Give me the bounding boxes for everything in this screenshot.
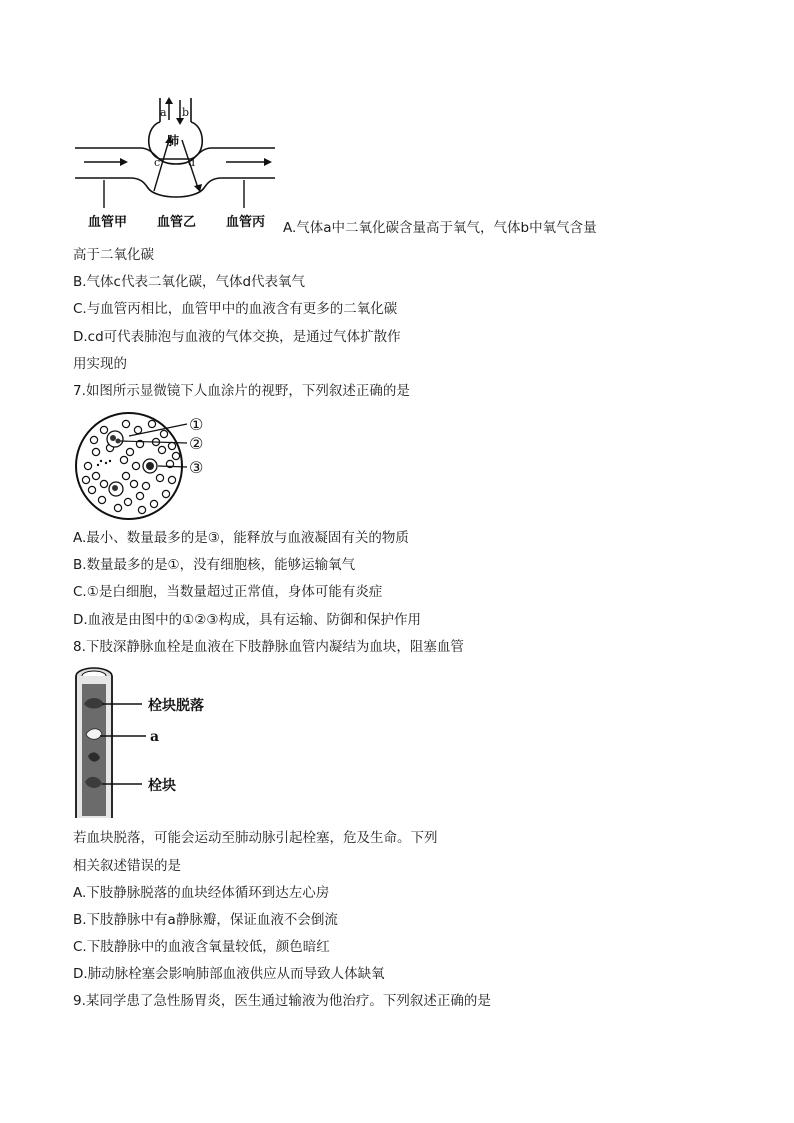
q9-stem: 9.某同学患了急性肠胃炎，医生通过输液为他治疗。下列叙述正确的是 [73,993,491,1009]
red-blood-cell [158,446,165,453]
q6-option-b: B.气体c代表二氧化碳，气体d代表氧气 [73,274,306,290]
red-blood-cell [162,490,169,497]
gas-b-label: b [182,106,190,119]
red-blood-cell [82,476,89,483]
red-blood-cell [160,430,167,437]
q7-option-c: C.①是白细胞，当数量超过正常值，身体可能有炎症 [73,584,383,600]
vessel-jia-label: 血管甲 [88,215,128,230]
q6-option-a-line2: 高于二氧化碳 [73,247,154,263]
q6-option-c: C.与血管丙相比，血管甲中的血液含有更多的二氧化碳 [73,301,398,317]
thrombus-label: 栓块 [148,778,176,794]
red-blood-cell [142,482,149,489]
q8-stem: 8.下肢深静脉血栓是血液在下肢静脉血管内凝结为血块，阻塞血管 [73,639,464,655]
vein-thrombus-figure [74,664,224,822]
q8-option-c: C.下肢静脉中的血液含氧量较低，颜色暗红 [73,939,330,955]
gas-d-label: d [188,156,196,169]
thrombus-dislodged-label: 栓块脱落 [148,698,204,714]
red-blood-cell [92,472,99,479]
q8-option-d: D.肺动脉栓塞会影响肺部血液供应从而导致人体缺氧 [73,966,385,982]
label-1: ① [189,415,204,434]
red-blood-cell [100,480,107,487]
red-blood-cell [138,506,145,513]
red-blood-cell [120,456,127,463]
vessel-yi-label: 血管乙 [157,215,197,230]
q7-option-b: B.数量最多的是①，没有细胞核，能够运输氧气 [73,557,356,573]
red-blood-cell [98,496,105,503]
q7-option-d: D.血液是由图中的①②③构成，具有运输、防御和保护作用 [73,612,421,628]
red-blood-cell [168,476,175,483]
red-blood-cell [132,462,139,469]
red-blood-cell [130,480,137,487]
red-blood-cell [168,442,175,449]
red-blood-cell [124,498,131,505]
label-3: ③ [189,458,204,477]
q8-option-a: A.下肢静脉脱落的血块经体循环到达左心房 [73,885,330,901]
lung-vessel-figure [70,96,280,236]
red-blood-cell [156,474,163,481]
valve-a-label: a [150,729,160,745]
vessel-bing-label: 血管丙 [226,215,266,230]
red-blood-cell [126,448,133,455]
red-blood-cell [122,472,129,479]
gas-a-label: a [160,106,167,119]
red-blood-cell [148,420,155,427]
q7-option-a: A.最小、数量最多的是③，能释放与血液凝固有关的物质 [73,530,409,546]
red-blood-cell [100,426,107,433]
q6-option-d-line2: 用实现的 [73,356,127,372]
red-blood-cell [134,426,141,433]
q8-stem-cont-1: 若血块脱落，可能会运动至肺动脉引起栓塞，危及生命。下列 [73,830,438,846]
gas-c-label: c [154,156,161,169]
red-blood-cell [88,486,95,493]
red-blood-cell [136,492,143,499]
red-blood-cell [122,420,129,427]
q7-stem: 7.如图所示显微镜下人血涂片的视野，下列叙述正确的是 [73,383,410,399]
red-blood-cell [90,436,97,443]
red-blood-cell [114,504,121,511]
lung-label: 肺 [167,134,180,148]
q8-stem-cont-2: 相关叙述错误的是 [73,858,181,874]
q6-option-a-line1: A.气体a中二氧化碳含量高于氧气，气体b中氧气含量 [283,220,597,236]
q6-option-d-line1: D.cd可代表肺泡与血液的气体交换，是通过气体扩散作 [73,329,401,345]
blood-smear-figure [74,410,224,522]
red-blood-cell [92,448,99,455]
red-blood-cell [172,452,179,459]
red-blood-cell [150,500,157,507]
q8-option-b: B.下肢静脉中有a静脉瓣，保证血液不会倒流 [73,912,338,928]
red-blood-cell [84,462,91,469]
label-2: ② [189,434,204,453]
